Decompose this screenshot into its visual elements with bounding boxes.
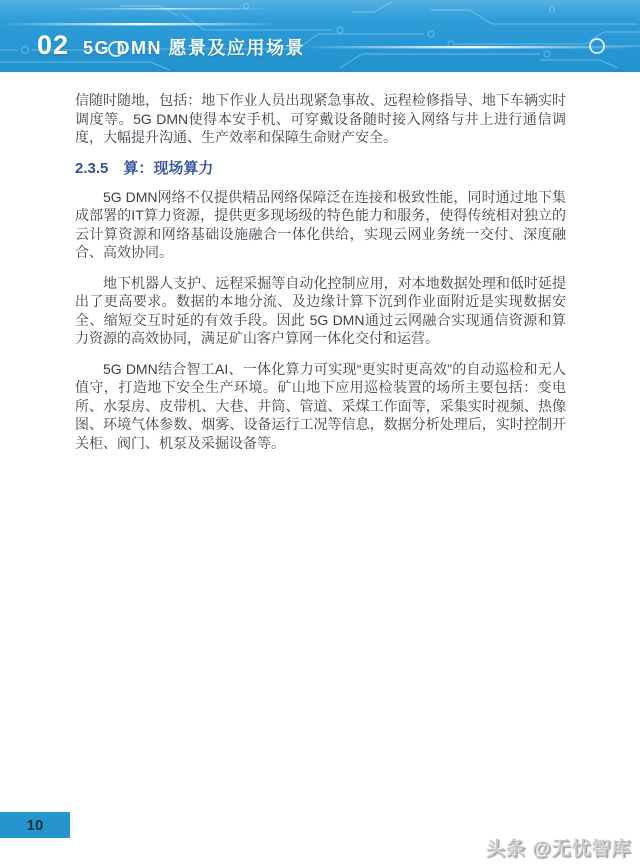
watermark-text: 头条 @无忧智库 [486, 839, 632, 860]
page-body [75, 91, 566, 464]
chapter-number: 02 [37, 30, 70, 60]
body-paragraph-2: 5G DMN网络不仅提供精品网络保障泛在连接和极致性能，同时通过地下集成部署的IT算力资源，提供更多现场级的特色能力和服务，使得传统相对独立的云计算资源和网络基础设施融合一体化供给，实现云网业务统一交付、深度融合、高效协同。 [75, 188, 566, 260]
chapter-title: 5G DMN 愿景及应用场景 [83, 38, 306, 58]
body-paragraph-3: 地下机器人支护、远程采掘等自动化控制应用，对本地数据处理和低时延提出了更高要求。数据的本地分流、及边缘计算下沉到作业面附近是实现数据安全、缩短交互时延的有效手段。因此 5G DMN通过云网融合实现通信资源和算力资源的高效协同，满足矿山客户算网一体化交付和运营。 [75, 274, 566, 346]
chapter-header [37, 30, 305, 61]
page-number-badge: 10 [0, 812, 70, 838]
body-paragraph-4: 5G DMN结合智工AI、一体化算力可实现“更实时更高效”的自动巡检和无人值守，打造地下安全生产环境。矿山地下应用巡检装置的场所主要包括：变电所、水泵房、皮带机、大巷、井筒、管道、采煤工作面等，采集实时视频、热像图、环境气体参数、烟雾、设备运行工况等信息，数据分析处理后，实时控制开关柜、阀门、机泵及采掘设备等。 [75, 360, 566, 451]
body-paragraph-1: 信随时随地，包括：地下作业人员出现紧急事故、远程检修指导、地下车辆实时调度等。5G DMN使得本安手机、可穿戴设备随时接入网络与井上进行通信调度，大幅提升沟通、生产效率和保障生命财产安全。 [75, 92, 566, 145]
chapter-header-banner [0, 0, 640, 72]
section-heading: 2.3.5 算：现场算力 [75, 159, 214, 177]
